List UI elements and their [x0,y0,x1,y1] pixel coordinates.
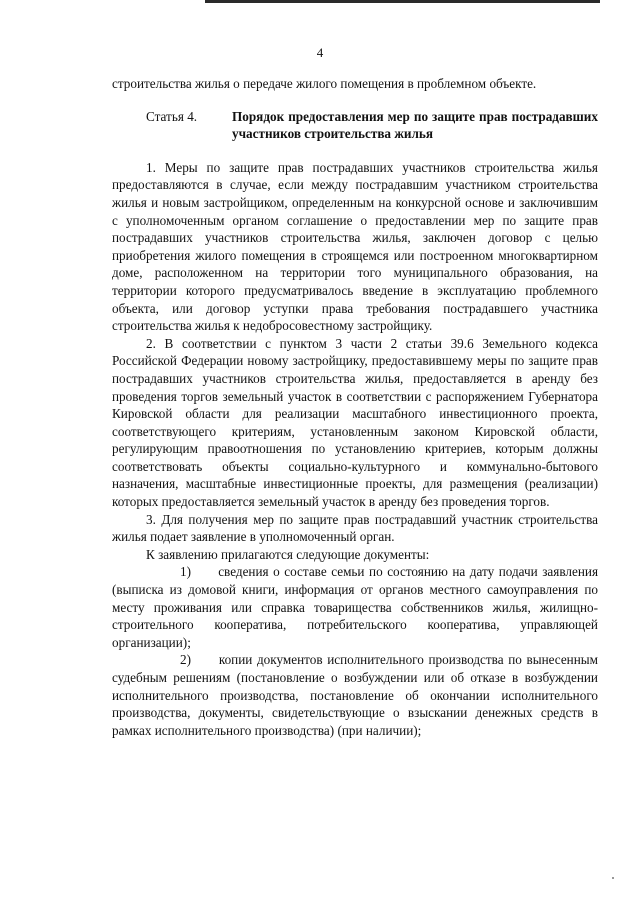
page-number: 4 [316,45,324,60]
article-title: Порядок предоставления мер по защите прав пострадавших участников строительства жилья [232,108,598,142]
list-item-text: сведения о составе семьи по состоянию на дату подачи заявления (выписка из домовой книги, информация от органов местного самоуправления по месту проживания или справка товарищества собственников жилья, жилищно-строительного кооператива, потребительского кооператива, управляющей организации); [112,564,599,650]
list-item-number: 1) [180,564,191,580]
list-item [112,651,598,739]
paragraph-3: 3. Для получения мер по защите прав пострадавший участник строительства жилья подает заявление в уполномоченный орган. [112,511,598,545]
paragraph-2: 2. В соответствии с пунктом 3 части 2 статьи 39.6 Земельного кодекса Российской Федерации новому застройщику, предоставившему меры по защите прав пострадавших участников строительства жилья, предоставляется в аренду без проведения торгов земельный участок в соответствии с распоряжением Губернатора Кировской области для реализации масштабного инвестиционного проекта, соответствующего критериям, установленным законом Кировской области, регулирующим правоотношения по установлению критериев, которым должны соответствовать объекты социально-культурного и коммунально-бытового назначения, масштабные инвестиционные проекты, для размещения (реализации) которых предоставляется земельный участок в аренду без проведения торгов. [112,335,598,510]
list-item-text: копии документов исполнительного производства по вынесенным судебным решениям (постановление о возбуждении или об отказе в возбуждении исполнительного производства, постановление об окончании исполнительного производства, документы, свидетельствующие о взыскании денежных средств в рамках исполнительного производства) (при наличии); [112,652,598,738]
scan-speck [612,877,614,879]
continuation-paragraph: строительства жилья о передаче жилого помещения в проблемном объекте. [112,76,537,91]
article-heading [112,108,598,143]
paragraph-4: К заявлению прилагаются следующие документы: [146,546,430,562]
paragraph-1: 1. Меры по защите прав пострадавших участников строительства жилья предоставляются в случае, если между пострадавшим участником строительства жилья и новым застройщиком, определенным на конкурсной основе и заключившим с уполномоченным органом соглашение о предоставлении мер по защите прав пострадавших участников строительства жилья, заключен договор с целью приобретения жилого помещения в строящемся или построенном многоквартирном доме, расположенном на территории того муниципального образования, на территории которого предусматривалось введение в эксплуатацию проблемного объекта, или договор уступки права требования пострадавшего участника строительства жилья к недобросовестному застройщику. [112,159,598,334]
top-border-line [0,0,640,3]
list-item [112,563,598,651]
list-item-number: 2) [180,652,191,668]
article-label: Статья 4. [146,108,198,124]
document-body [112,75,598,739]
